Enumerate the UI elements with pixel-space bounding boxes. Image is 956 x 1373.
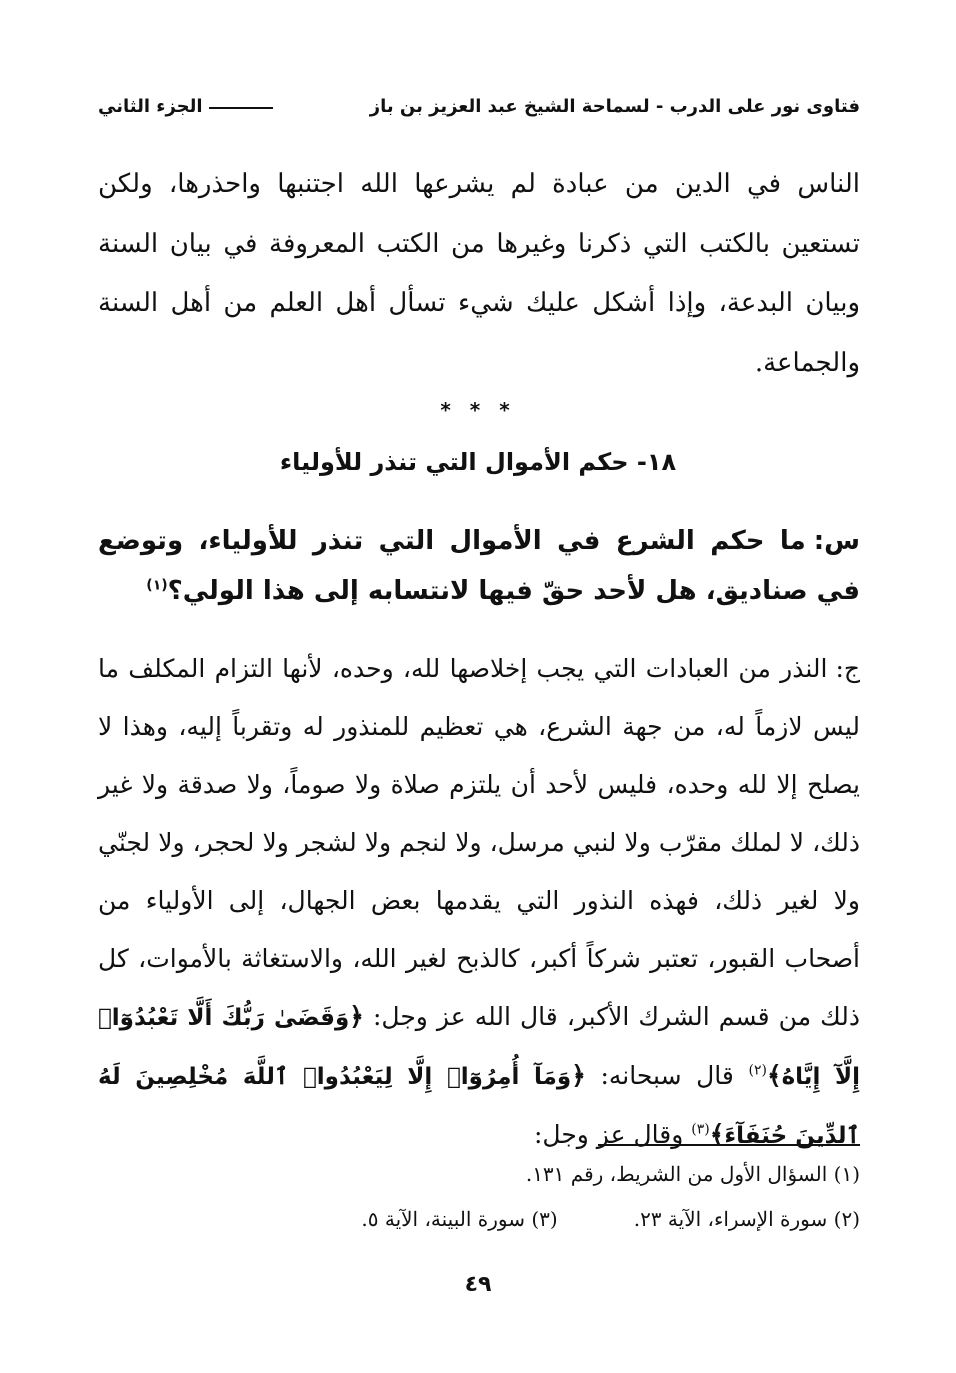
answer-connector-1: قال سبحانه: [600,1061,734,1090]
verse-1: وَقَضَىٰ رَبُّكَ أَلَّا تَعْبُدُوٓا۟ إِلَّآ إِيَّاهُ [98,1005,860,1090]
opening-paragraph: الناس في الدين من عبادة لم يشرعها الله اجتنبها واحذرها، ولكن تستعين بالكتب التي ذكرنا وغيرها من الكتب المعروفة في بيان السنة وبيان البدعة، وإذا أشكل عليك شيء تسأل أهل العلم من أهل السنة والجماعة. [98,169,860,378]
verse2-open-bracket: ﴿ [571,1061,586,1090]
answer-block [98,640,860,1165]
verse1-close-bracket: ﴾ [766,1061,782,1090]
footnote-rule [598,1144,860,1146]
footnote-2: (٢) سورة الإسراء، الآية ٢٣. [633,1207,860,1231]
answer-connector-2: وقال عز وجل: [533,1120,684,1149]
book-title-text: فتاوى نور على الدرب - لسماحة الشيخ عبد العزيز بن باز [369,96,860,117]
verse2-close-bracket: ﴾ [709,1120,725,1149]
question-text: ما حكم الشرع في الأموال التي تنذر للأولياء، وتوضع في صناديق، هل لأحد حقّ فيها لانتسابه إلى هذا الولي؟ [98,526,860,606]
verse1-footnote-ref: (٢) [748,1062,767,1079]
question-block [98,516,860,616]
footnote-1: (١) السؤال الأول من الشريط، رقم ١٣١. [525,1162,860,1186]
header-volume: الجزء الثاني [98,96,203,117]
header-rule [209,107,273,109]
footnotes [98,1152,860,1242]
section-title: ١٨- حكم الأموال التي تنذر للأولياء [279,448,677,476]
page-number: ٤٩ [464,1272,492,1297]
verse2-footnote-ref: (٣) [691,1121,710,1138]
footnote-3: (٣) سورة البينة، الآية ٥. [361,1207,558,1231]
question-footnote-ref: (١) [146,577,168,594]
running-header [98,96,860,117]
header-volume-group [98,96,273,117]
footnote-row [98,1197,860,1242]
verse-2: وَمَآ أُمِرُوٓا۟ إِلَّا لِيَعْبُدُوا۟ ٱللَّهَ مُخْلِصِينَ لَهُ ٱلدِّينَ حُنَفَآءَ [98,1064,860,1149]
question-label: س: [813,526,860,556]
verse1-open-bracket: ﴿ [349,1002,364,1031]
header-book-title [370,96,860,117]
answer-text: النذر من العبادات التي يجب إخلاصها لله، وحده، لأنها التزام المكلف ما ليس لازماً له، من جهة الشرع، هي تعظيم للمنذور له وتقرباً إليه، وهذا لا يصلح إلا لله وحده، فليس لأحد أن يلتزم صلاة ولا صوماً، ولا صدقة ولا غير ذلك، لا لملك مقرّب ولا لنبي مرسل، ولا لنجم ولا لشجر ولا لحجر، ولا لجنّي ولا لغير ذلك، فهذه النذور التي يقدمها بعض الجهال، إلى الأولياء من أصحاب القبور، تعتبر شركاً أكبر، كالذبح لغير الله، والاستغاثة بالأموات، كل ذلك من قسم الشرك الأكبر، قال الله عز وجل: [98,654,860,1031]
section-separator: * * * [440,398,516,422]
answer-label: ج: [835,654,860,683]
